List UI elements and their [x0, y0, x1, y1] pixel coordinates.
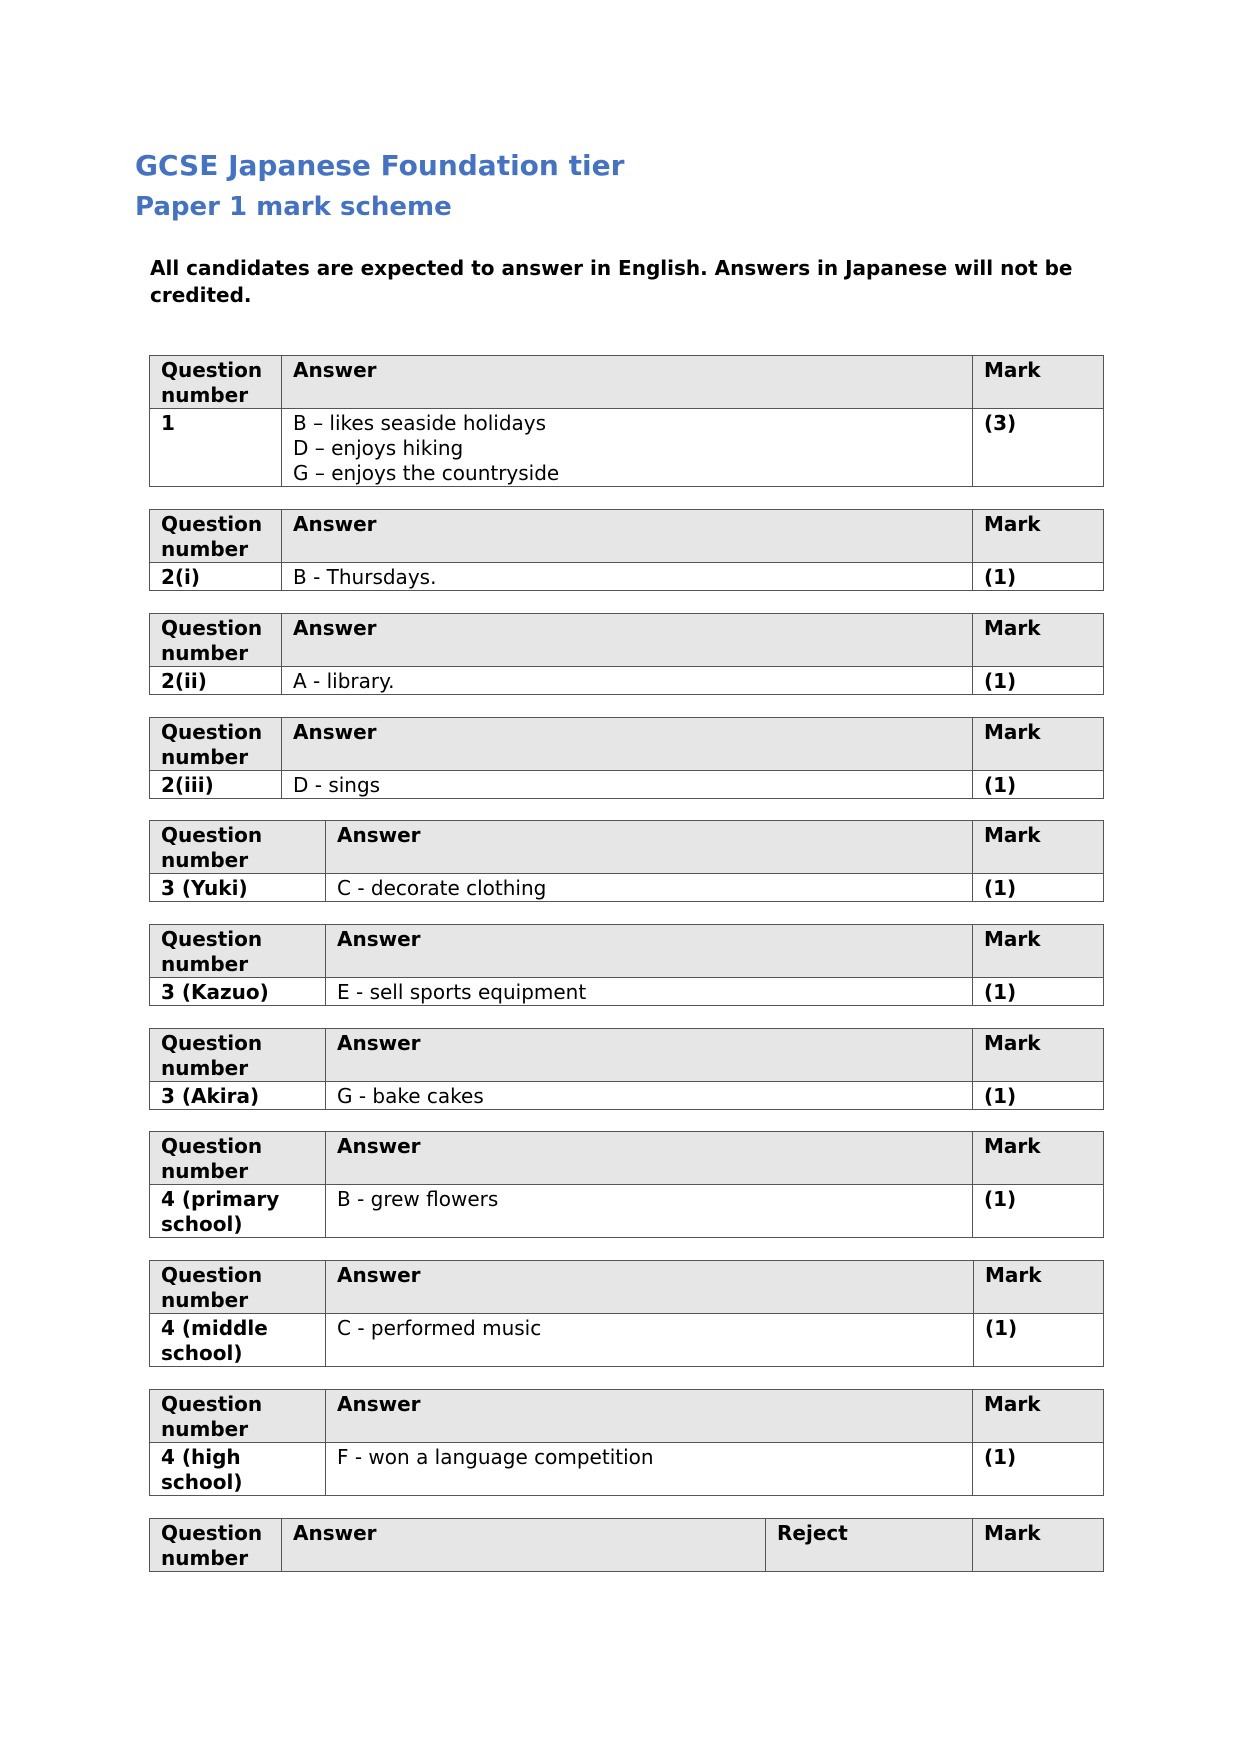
mark-header: Mark [973, 1390, 1104, 1443]
table-row [150, 1185, 1104, 1238]
mark-scheme-table-q2iii [149, 717, 1104, 799]
question-number: 2(ii) [150, 667, 282, 695]
question-number: 3 (Yuki) [150, 874, 326, 902]
answer-header: Answer [326, 1390, 973, 1443]
answer-header: Answer [326, 1261, 974, 1314]
table-header-row [150, 1132, 1104, 1185]
mark-scheme-table-q4-high [149, 1389, 1104, 1496]
reject-header: Reject [766, 1519, 973, 1572]
mark-value: (3) [973, 409, 1104, 487]
mark-header: Mark [973, 1519, 1104, 1572]
answer-header: Answer [282, 614, 973, 667]
table-row [150, 1443, 1104, 1496]
answer-cell: C - decorate clothing [326, 874, 973, 902]
mark-value: (1) [973, 1185, 1104, 1238]
mark-header: Mark [973, 510, 1104, 563]
question-number: 3 (Akira) [150, 1082, 326, 1110]
table-row [150, 1082, 1104, 1110]
answer-cell: A - library. [282, 667, 973, 695]
answer-cell: B - Thursdays. [282, 563, 973, 591]
question-number-header: Question number [150, 821, 326, 874]
page-title: GCSE Japanese Foundation tier [135, 149, 625, 182]
mark-header: Mark [973, 1029, 1104, 1082]
mark-scheme-table-reject [149, 1518, 1104, 1572]
table-row [150, 1314, 1104, 1367]
answer-line: D – enjoys hiking [293, 436, 464, 460]
table-row [150, 874, 1104, 902]
answer-cell: C - performed music [326, 1314, 974, 1367]
question-number-header: Question number [150, 718, 282, 771]
mark-header: Mark [973, 821, 1104, 874]
table-header-row [150, 614, 1104, 667]
answer-header: Answer [326, 821, 973, 874]
mark-header: Mark [973, 1132, 1104, 1185]
table-row [150, 563, 1104, 591]
mark-scheme-table-q3-akira [149, 1028, 1104, 1110]
table-header-row [150, 1029, 1104, 1082]
answer-header: Answer [326, 925, 973, 978]
question-number: 3 (Kazuo) [150, 978, 326, 1006]
answer-cell: B - grew flowers [326, 1185, 973, 1238]
question-number-header: Question number [150, 1132, 326, 1185]
question-number-header: Question number [150, 1390, 326, 1443]
answer-line: B – likes seaside holidays [293, 411, 547, 435]
table-header-row [150, 1390, 1104, 1443]
mark-value: (1) [973, 771, 1104, 799]
table-header-row [150, 1519, 1104, 1572]
question-number-header: Question number [150, 356, 282, 409]
table-header-row [150, 510, 1104, 563]
answer-cell: E - sell sports equipment [326, 978, 973, 1006]
answer-header: Answer [326, 1029, 973, 1082]
answer-line: G – enjoys the countryside [293, 461, 560, 485]
answer-header: Answer [282, 718, 973, 771]
question-number-header: Question number [150, 925, 326, 978]
table-header-row [150, 821, 1104, 874]
mark-header: Mark [974, 1261, 1104, 1314]
mark-value: (1) [973, 874, 1104, 902]
mark-value: (1) [973, 667, 1104, 695]
question-number: 4 (high school) [150, 1443, 326, 1496]
table-header-row [150, 1261, 1104, 1314]
answer-header: Answer [282, 1519, 766, 1572]
answer-cell: F - won a language competition [326, 1443, 973, 1496]
mark-scheme-table-q4-primary [149, 1131, 1104, 1238]
question-number: 4 (middle school) [150, 1314, 326, 1367]
mark-scheme-table-q3-kazuo [149, 924, 1104, 1006]
question-number-header: Question number [150, 510, 282, 563]
question-number-header: Question number [150, 1261, 326, 1314]
question-number: 2(i) [150, 563, 282, 591]
mark-header: Mark [973, 925, 1104, 978]
mark-value: (1) [973, 978, 1104, 1006]
question-number-header: Question number [150, 1029, 326, 1082]
mark-header: Mark [973, 356, 1104, 409]
answer-header: Answer [326, 1132, 973, 1185]
mark-scheme-table-q2i [149, 509, 1104, 591]
mark-scheme-table-q2ii [149, 613, 1104, 695]
instructions: All candidates are expected to answer in English. Answers in Japanese will not be credited. [150, 256, 1073, 307]
table-row [150, 409, 1104, 487]
answer-cell: G - bake cakes [326, 1082, 973, 1110]
table-header-row [150, 718, 1104, 771]
question-number-header: Question number [150, 614, 282, 667]
answer-cell [282, 409, 973, 487]
answer-header: Answer [282, 356, 973, 409]
mark-header: Mark [973, 718, 1104, 771]
mark-scheme-table-q1 [149, 355, 1104, 487]
answer-cell: D - sings [282, 771, 973, 799]
mark-value: (1) [974, 1314, 1104, 1367]
mark-value: (1) [973, 1082, 1104, 1110]
mark-value: (1) [973, 563, 1104, 591]
question-number: 4 (primary school) [150, 1185, 326, 1238]
question-number: 2(iii) [150, 771, 282, 799]
mark-scheme-table-q3-yuki [149, 820, 1104, 902]
mark-header: Mark [973, 614, 1104, 667]
table-header-row [150, 925, 1104, 978]
table-row [150, 667, 1104, 695]
page-subtitle: Paper 1 mark scheme [135, 192, 452, 222]
table-row [150, 978, 1104, 1006]
mark-value: (1) [973, 1443, 1104, 1496]
mark-scheme-table-q4-middle [149, 1260, 1104, 1367]
table-row [150, 771, 1104, 799]
question-number-header: Question number [150, 1519, 282, 1572]
table-header-row [150, 356, 1104, 409]
question-number: 1 [150, 409, 282, 487]
answer-header: Answer [282, 510, 973, 563]
